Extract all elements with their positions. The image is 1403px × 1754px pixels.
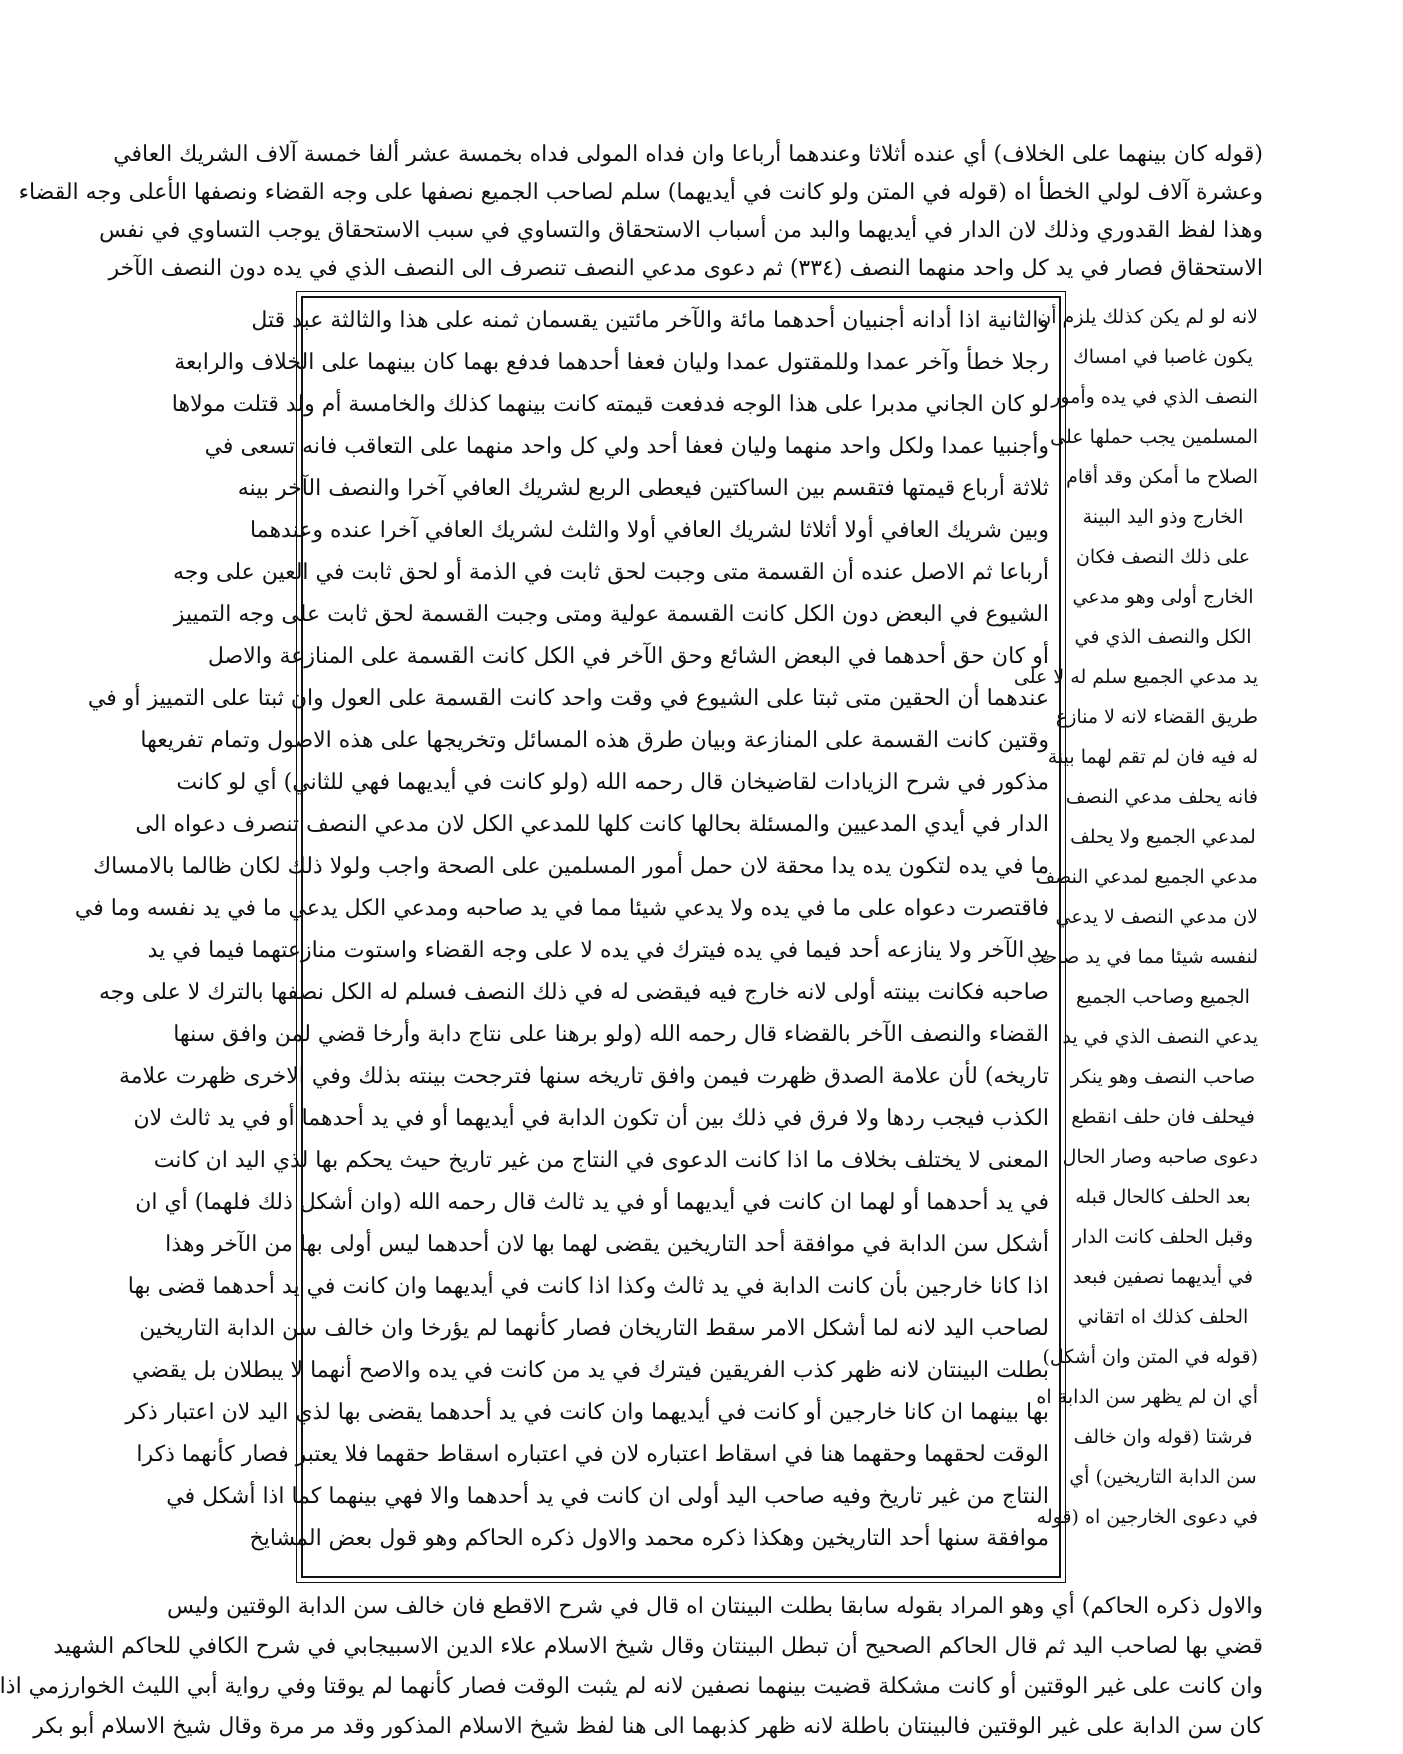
text-line: الوقت لحقهما وحقهما هنا في اسقاط اعتباره لان في اعتباره اسقاط حقهما فلا يعتبر فصار كأنهما ذكرا <box>136 1442 1049 1467</box>
margin-line: طريق القضاء لانه لا منازع <box>1055 706 1258 728</box>
text-line: صاحبه فكانت بينته أولى لانه خارج فيه فيقضى له في ذلك النصف فسلم له الكل نصفها بالترك لا على وجه <box>98 980 1049 1005</box>
text-line: القضاء والنصف الآخر بالقضاء قال رحمه الله (ولو برهنا على نتاج دابة وأرخا قضي لمن وافق سنها <box>173 1022 1049 1047</box>
margin-line: بعد الحلف كالحال قبله <box>1075 1186 1251 1208</box>
text-line: أرباعا ثم الاصل عنده أن القسمة متى وجبت لحق ثابت في الذمة أو لحق ثابت في العين على وجه <box>172 560 1049 585</box>
text-line: الكذب فيجب ردها ولا فرق في ذلك بين أن تكون الدابة في أيديهما أو في يد أحدهما أو في يد ثالث لان <box>133 1106 1049 1131</box>
text-line: رجلا خطأ وآخر عمدا وللمقتول عمدا وليان فعفا أحدهما فدفع بهما كان بينهما على الخلاف والرابعة <box>174 350 1049 375</box>
margin-line: فرشتا (قوله وان خالف <box>1073 1426 1253 1448</box>
margin-line: الخارج وذو اليد البينة <box>1082 506 1244 528</box>
margin-line: له فيه فان لم تقم لهما بينة <box>1047 746 1258 768</box>
margin-line: مدعي الجميع لمدعي النصف <box>1035 866 1258 888</box>
margin-line: وقبل الحلف كانت الدار <box>1072 1226 1254 1248</box>
text-line: ثلاثة أرباع قيمتها فتقسم بين الساكتين فيعطى الربع لشريك العافي آخرا والنصف الآخر بينه <box>237 476 1049 501</box>
margin-line: لانه لو لم يكن كذلك يلزم أن <box>1037 306 1258 328</box>
text-line: والثانية اذا أدانه أجنبيان أحدهما مائة والآخر مائتين يقسمان ثمنه على هذا والثالثة عبد قتل <box>251 308 1049 333</box>
text-line: وبين شريك العافي أولا أثلاثا لشريك العافي أولا والثلث لشريك العافي آخرا عنده وعندهما <box>250 518 1049 543</box>
margin-line: النصف الذي في يده وأمور <box>1051 386 1258 408</box>
text-line: لو كان الجاني مدبرا على هذا الوجه فدفعت قيمته كانت بينهما كذلك والخامسة أم ولد قتلت مولاها <box>171 392 1049 417</box>
margin-line: (قوله في المتن وان أشكل) <box>1042 1346 1258 1368</box>
text-line: وعشرة آلاف لولي الخطأ اه (قوله في المتن ولو كانت في أيديهما) سلم لصاحب الجميع نصفها على وجه القضاء ونصفها الأعلى وجه القضاء <box>18 180 1263 205</box>
text-line: ما في يده لتكون يده يدا محقة لان حمل أمور المسلمين على الصحة واجب ولولا ذلك لكان ظالما بالامساك <box>93 854 1049 879</box>
margin-line: صاحب النصف وهو ينكر <box>1070 1066 1256 1088</box>
text-line: أو كان حق أحدهما في البعض الشائع وحق الآخر في الكل كانت القسمة على المنازعة والاصل <box>207 644 1049 669</box>
margin-line: أي ان لم يظهر سن الدابة اه <box>1036 1386 1258 1408</box>
text-line: كان سن الدابة على غير الوقتين فالبينتان باطلة لانه ظهر كذبهما الى هنا لفظ شيخ الاسلام المذكور وقد مر مرة وقال شيخ الاسلام أبو بكر <box>33 1714 1263 1739</box>
text-line: موافقة سنها أحد التاريخين وهكذا ذكره محمد والاول ذكره الحاكم وهو قول بعض المشايخ <box>249 1526 1049 1551</box>
text-line: مذكور في شرح الزيادات لقاضيخان قال رحمه الله (ولو كانت في أيديهما فهي للثاني) أي لو كانت <box>176 770 1049 795</box>
text-line: لصاحب اليد لانه لما أشكل الامر سقط التاريخان فصار كأنهما لم يؤرخا وان خالف سن الدابة التاريخين <box>139 1316 1049 1341</box>
margin-line: الخارج أولى وهو مدعي <box>1072 586 1254 608</box>
margin-line: يدعي النصف الذي في يد <box>1062 1026 1258 1048</box>
text-line: بها بينهما ان كانا خارجين أو كانت في أيديهما وان كانت في يد أحدهما يقضى بها لذي اليد لان اعتبار ذكر <box>125 1400 1049 1425</box>
text-line: وقتين كانت القسمة على المنازعة وبيان طرق هذه المسائل وتخريجها على هذه الاصول وتمام تفريعها <box>140 728 1049 753</box>
text-line: بطلت البينتان لانه ظهر كذب الفريقين فيترك في يد من كانت في يده والاصح أنهما لا يبطلان بل يقضي <box>132 1358 1049 1383</box>
margin-line: الكل والنصف الذي في <box>1074 626 1252 648</box>
margin-line: في دعوى الخارجين اه (قوله <box>1036 1506 1258 1528</box>
margin-line: الجميع وصاحب الجميع <box>1076 986 1250 1008</box>
text-line: النتاج من غير تاريخ وفيه صاحب اليد أولى ان كانت في يد أحدهما والا فهي بينهما كما اذا أشكل في <box>166 1484 1049 1509</box>
text-line: في يد أحدهما أو لهما ان كانت في أيديهما أو في يد ثالث قال رحمه الله (وان أشكل ذلك فلهما) أي ان <box>135 1190 1049 1215</box>
margin-line: لان مدعي النصف لا يدعي <box>1055 906 1258 928</box>
text-line: يد الآخر ولا ينازعه أحد فيما في يده فيترك في يده لا على وجه القضاء واستوت منازعتهما فيما في يد <box>147 938 1049 963</box>
text-line: اذا كانا خارجين بأن كانت الدابة في يد ثالث وكذا اذا كانت في أيديهما وان كانت في يد أحدهما قضى بها <box>127 1274 1049 1299</box>
text-line: الشيوع في البعض دون الكل كانت القسمة عولية ومتى وجبت القسمة لحق ثابت على وجه التمييز <box>173 602 1049 627</box>
text-line: (قوله كان بينهما على الخلاف) أي عنده أثلاثا وعندهما أرباعا وان فداه المولى فداه بخمسة عشر ألفا خمسة آلاف الشريك العافي <box>113 142 1263 167</box>
text-line: المعنى لا يختلف بخلاف ما اذا كانت الدعوى في النتاج من غير تاريخ حيث يحكم بها لذي اليد ان كانت <box>153 1148 1049 1173</box>
margin-line: فيحلف فان حلف انقطع <box>1071 1106 1255 1128</box>
text-line: قضي بها لصاحب اليد ثم قال الحاكم الصحيح أن تبطل البينتان وقال شيخ الاسلام علاء الدين الاسبيجابي في شرح الكافي للحاكم الشهيد <box>53 1634 1263 1659</box>
margin-line: يكون غاصبا في امساك <box>1073 346 1253 368</box>
margin-line: فانه يحلف مدعي النصف <box>1065 786 1258 808</box>
margin-line: لمدعي الجميع ولا يحلف <box>1070 826 1256 848</box>
text-line: وان كانت على غير الوقتين أو كانت مشكلة قضيت بينهما نصفين لانه لم يثبت الوقت فصار كأنهما لم يوقتا وفي رواية أبي الليث الخوارزمي اذا <box>0 1674 1263 1699</box>
margin-line: سن الدابة التاريخين) أي <box>1069 1466 1257 1488</box>
margin-line: الحلف كذلك اه اتقاني <box>1077 1306 1249 1328</box>
margin-line: المسلمين يجب حملها على <box>1050 426 1258 448</box>
text-line: والاول ذكره الحاكم) أي وهو المراد بقوله سابقا بطلت البينتان اه قال في شرح الاقطع فان خالف سن الدابة الوقتين وليس <box>167 1594 1263 1619</box>
margin-line: دعوى صاحبه وصار الحال <box>1062 1146 1258 1168</box>
margin-line: يد مدعي الجميع سلم له لا على <box>1013 666 1258 688</box>
text-line: تاريخه) لأن علامة الصدق ظهرت فيمن وافق تاريخه سنها فترجحت بينته بذلك وفي الاخرى ظهرت علامة <box>118 1064 1049 1089</box>
text-line: فاقتصرت دعواه على ما في يده ولا يدعي شيئا مما في يد صاحبه ومدعي الكل يدعي ما في يد نفسه وما في <box>74 896 1049 921</box>
margin-line: الصلاح ما أمكن وقد أقام <box>1066 466 1258 488</box>
margin-line: لنفسه شيئا مما في يد صاحب <box>1026 946 1258 968</box>
margin-line: على ذلك النصف فكان <box>1075 546 1251 568</box>
main-text-box <box>74 296 1061 1578</box>
text-line: وهذا لفظ القدوري وذلك لان الدار في أيديهما والبد من أسباب الاستحقاق والتساوي في سبب الاستحقاق يوجب التساوي في نفس <box>99 218 1263 243</box>
margin-line: في أيديهما نصفين فبعد <box>1073 1266 1253 1288</box>
text-line: وأجنبيا عمدا ولكل واحد منهما وليان فعفا أحد ولي كل واحد منهما على التعاقب فانه تسعى في <box>204 434 1049 459</box>
text-line: الدار في أيدي المدعيين والمسئلة بحالها كانت كلها للمدعي الكل لان مدعي النصف تنصرف دعواه الى <box>135 812 1049 837</box>
text-line: الاستحقاق فصار في يد كل واحد منهما النصف (٣٣٤) ثم دعوى مدعي النصف تنصرف الى النصف الذي في يده دون النصف الآخر <box>108 256 1263 281</box>
text-line: عندهما أن الحقين متى ثبتا على الشيوع في وقت واحد كانت القسمة على العول وان ثبتا على التمييز أو في <box>87 686 1049 711</box>
text-line: أشكل سن الدابة في موافقة أحد التاريخين يقضى لهما بها لان أحدهما ليس أولى بها من الآخر وهذا <box>165 1232 1049 1257</box>
